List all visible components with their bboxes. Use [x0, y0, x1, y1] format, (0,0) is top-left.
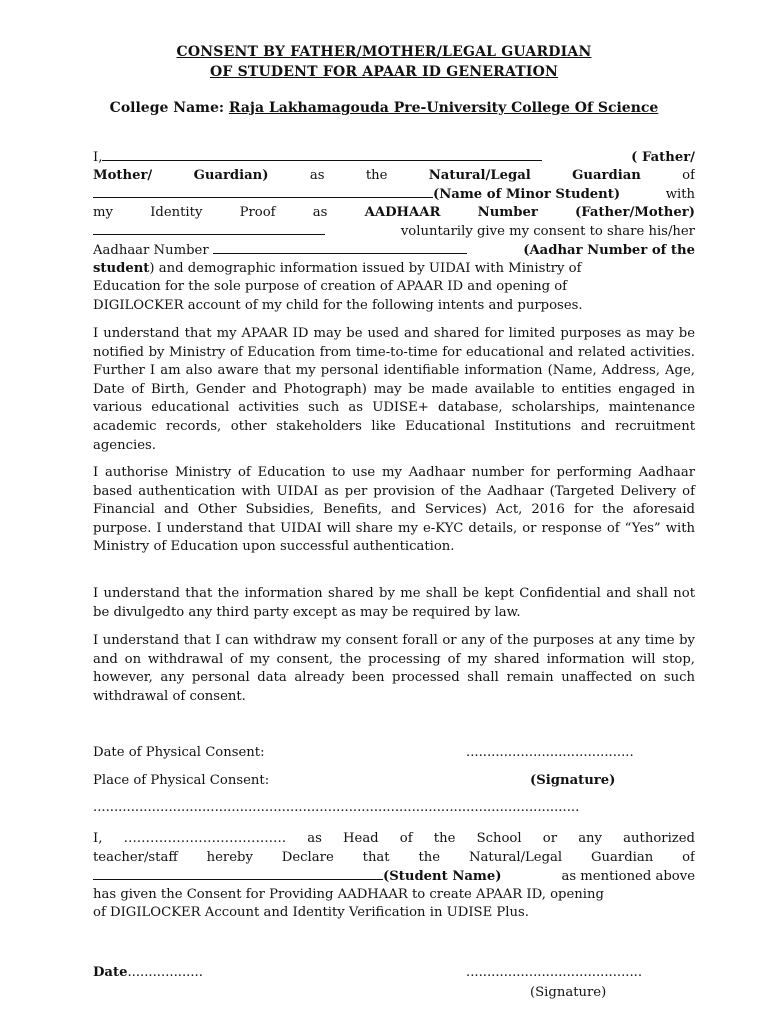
word: School	[476, 831, 522, 846]
footer-signature-label: (Signature)	[530, 985, 607, 1000]
student-aadhaar-blank	[213, 241, 467, 254]
text-line: has given the Consent for Providing AADHAAR to create APAAR ID, opening	[93, 886, 604, 902]
name-of-minor-student-label: (Name of Minor Student)	[433, 187, 621, 203]
word: that	[362, 849, 390, 865]
text-line: Education for the sole purpose of creation of APAAR ID and opening of	[93, 279, 568, 295]
text-i: I,	[93, 150, 103, 165]
college-name: Raja Lakhamagouda Pre-University College Of Science	[228, 100, 659, 116]
word: AADHAAR	[364, 204, 441, 220]
student-name-label: (Student Name)	[383, 869, 502, 885]
word: Identity	[150, 204, 203, 220]
word: any	[578, 831, 602, 846]
word: Declare	[281, 849, 334, 865]
withdrawal-paragraph: I understand that I can withdraw my consent forall or any of the purposes at any time by and on withdrawal of my consent, the processing of my shared information will stop, however, any personal data already been processed shall remain unaffected on such withdrawal of consent.	[93, 633, 695, 704]
aadhar-number-of-student-label: (Aadhar Number of the	[523, 242, 695, 258]
aadhaar-authentication-paragraph: I authorise Ministry of Education to use my Aadhaar number for performing Aadhaar based authentication with UIDAI as per provision of the Aadhaar (Targeted Delivery of Financial and Other Subsidies, Benefits, and Services) Act, 2016 for the aforesaid purpose. I understand that UIDAI will share my e-KYC details, or response of “Yes” with Ministry of Education upon successful authentication.	[93, 465, 695, 555]
text-student: student	[93, 260, 150, 276]
word: with	[665, 187, 695, 203]
word: Guardian	[591, 849, 654, 865]
signature-label: (Signature)	[530, 773, 616, 788]
text-aadhaar-number: Aadhaar Number	[93, 242, 209, 258]
word: of	[399, 831, 413, 846]
text-line: DIGILOCKER account of my child for the following intents and purposes.	[93, 297, 583, 313]
word: Proof	[239, 204, 276, 220]
word: of	[682, 167, 695, 183]
place-of-physical-consent-label: Place of Physical Consent:	[93, 773, 270, 788]
apaar-usage-paragraph: I understand that my APAAR ID may be used and shared for limited purposes as may be notified by Ministry of Education from time-to-time for educational and related activities. Further I am also aware that my personal identifiable information (Name, Address, Age, Date of Birth, Gender and Photograph) may be made available to entities engaged in various educational activities such as UDISE+ database, scholarships, maintenance academic records, other stakeholders like Educational Institutions and recruitment agencies.	[93, 326, 695, 453]
text-as-mentioned: as mentioned above	[561, 869, 695, 885]
word: (Father/Mother)	[575, 204, 695, 220]
minor-student-name-blank	[93, 185, 433, 198]
word: the	[433, 831, 456, 846]
word: authorized	[623, 831, 695, 846]
word: I,	[93, 831, 103, 846]
student-name-blank	[93, 867, 383, 880]
head-name-dots: ……………………………….	[123, 831, 287, 846]
word: the	[365, 167, 388, 183]
parent-name-blank	[102, 148, 542, 161]
text-voluntarily: voluntarily give my consent to share his/her	[400, 224, 695, 240]
word: or	[542, 831, 558, 846]
word: my	[93, 204, 113, 220]
footer-signature-dots: ..........................................	[466, 965, 643, 980]
word: as	[309, 167, 325, 183]
word: of	[682, 849, 695, 865]
text-demographic: ) and demographic information issued by UIDAI with Ministry of	[149, 260, 582, 276]
date-dots: ........................................	[466, 745, 634, 760]
word: Natural/Legal	[469, 849, 563, 865]
word: Head	[343, 831, 379, 846]
separator-dots: ....................................................................................................................	[93, 800, 580, 815]
parent-aadhaar-blank	[93, 222, 325, 235]
date-of-physical-consent-label: Date of Physical Consent:	[93, 745, 265, 760]
school-declaration-paragraph	[93, 830, 695, 923]
word: Natural/Legal	[428, 167, 531, 183]
college-name-line	[0, 100, 768, 116]
footer-date	[93, 965, 203, 980]
word: Mother/	[93, 167, 153, 183]
word: Number	[477, 204, 538, 220]
word: Guardian)	[193, 167, 269, 183]
form-title-line-1: CONSENT BY FATHER/MOTHER/LEGAL GUARDIAN	[176, 44, 592, 60]
text-father: ( Father/	[631, 150, 695, 165]
footer-date-dots: ..................	[127, 965, 203, 980]
footer-date-label: Date	[93, 965, 128, 980]
word: the	[418, 849, 441, 865]
word: teacher/staff	[93, 849, 178, 865]
word: Guardian	[572, 167, 641, 183]
word: hereby	[206, 849, 253, 865]
word: as	[307, 831, 322, 846]
text-line: of DIGILOCKER Account and Identity Verification in UDISE Plus.	[93, 905, 529, 921]
parent-consent-paragraph	[93, 148, 695, 315]
confidentiality-paragraph: I understand that the information shared by me shall be kept Confidential and shall not be divulgedto any third party except as may be required by law.	[93, 586, 695, 620]
college-label: College Name:	[109, 100, 225, 116]
word: as	[312, 204, 328, 220]
form-title-line-2: OF STUDENT FOR APAAR ID GENERATION	[209, 64, 559, 80]
